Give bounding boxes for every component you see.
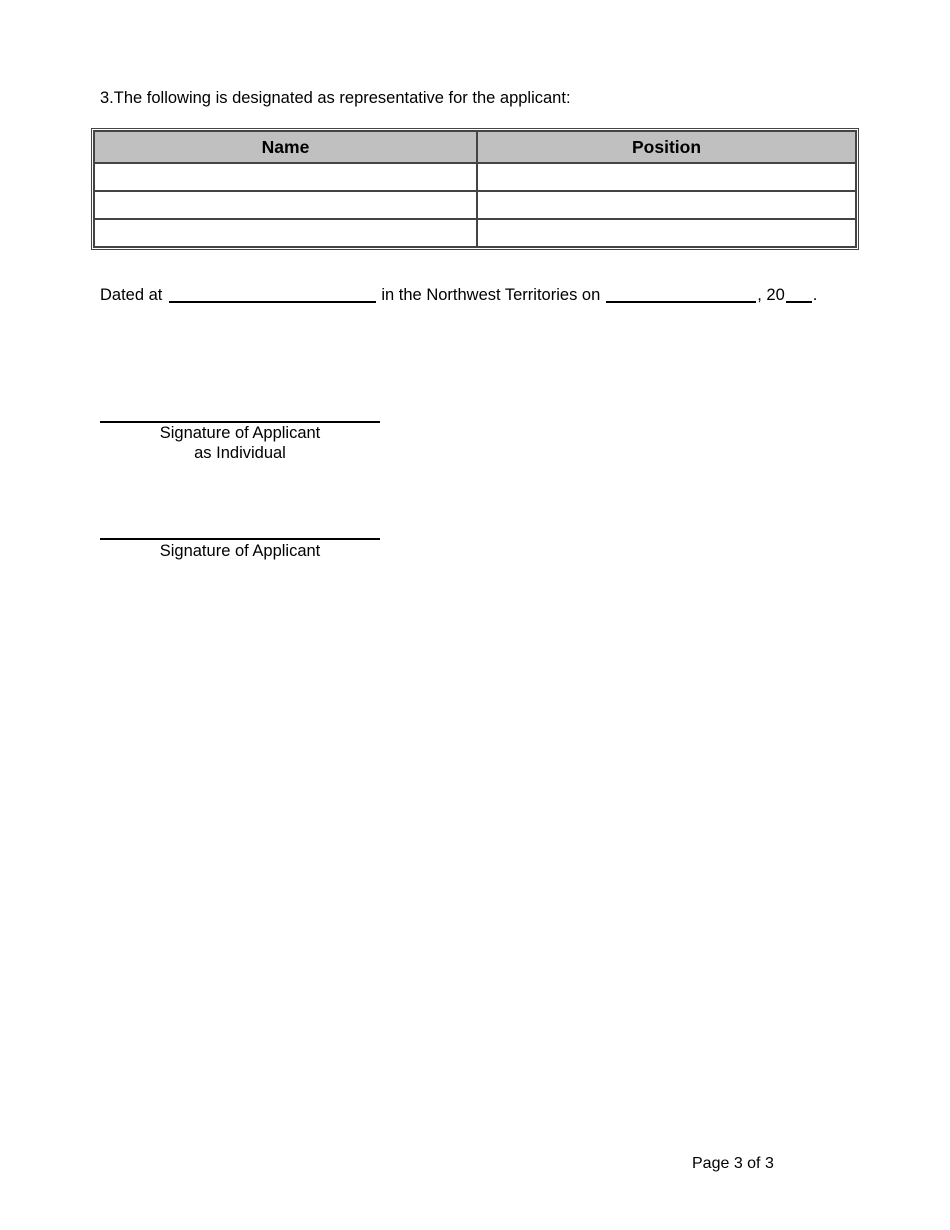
section-heading: 3.The following is designated as representative for the applicant: — [100, 89, 571, 107]
dated-middle: in the Northwest Territories on — [381, 286, 601, 304]
name-cell[interactable] — [94, 191, 477, 219]
name-cell[interactable] — [94, 163, 477, 191]
dated-prefix: Dated at — [100, 286, 163, 304]
individual-signature-caption — [100, 423, 380, 463]
place-blank[interactable] — [169, 285, 376, 303]
year-blank[interactable] — [786, 285, 812, 303]
column-header-name: Name — [94, 131, 477, 163]
applicant-signature-caption — [100, 541, 380, 561]
dated-statement — [100, 285, 817, 305]
table-row — [94, 163, 856, 191]
individual-signature-sublabel: as Individual — [194, 444, 286, 462]
column-header-position: Position — [477, 131, 856, 163]
date-blank[interactable] — [606, 285, 756, 303]
name-cell[interactable] — [94, 219, 477, 247]
position-cell[interactable] — [477, 191, 856, 219]
applicant-signature-line[interactable] — [100, 538, 380, 540]
dated-suffix: . — [812, 286, 818, 304]
representative-table — [91, 128, 859, 250]
table-header-row — [94, 131, 856, 163]
position-cell[interactable] — [477, 219, 856, 247]
position-cell[interactable] — [477, 163, 856, 191]
table-row — [94, 191, 856, 219]
year-prefix: , 20 — [757, 286, 785, 304]
applicant-signature-label: Signature of Applicant — [159, 542, 321, 560]
individual-signature-label: Signature of Applicant — [159, 424, 321, 442]
page-number: Page 3 of 3 — [692, 1155, 774, 1172]
table-row — [94, 219, 856, 247]
